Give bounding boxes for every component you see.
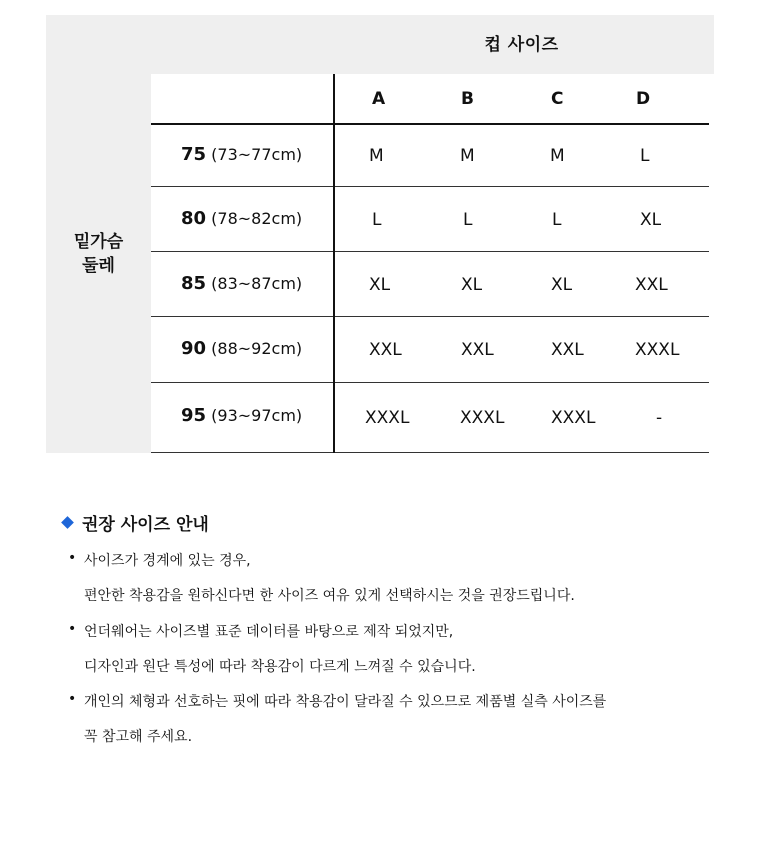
size-cell: XXXL [551, 408, 596, 428]
underbust-label-line2: 둘레 [82, 256, 115, 276]
size-cell: - [656, 408, 663, 428]
size-cell: XXXL [460, 408, 505, 428]
guide-line: 사이즈가 경계에 있는 경우, [84, 553, 251, 569]
guide-title: 권장 사이즈 안내 [82, 514, 209, 535]
row-divider [151, 316, 709, 317]
guide-line: 편안한 착용감을 원하신다면 한 사이즈 여유 있게 선택하시는 것을 권장드립니다. [84, 588, 575, 604]
guide-line: 디자인과 원단 특성에 따라 착용감이 다르게 느껴질 수 있습니다. [84, 659, 476, 675]
row-divider [151, 251, 709, 252]
band-value: 80 [181, 208, 207, 229]
bullet-icon: • [68, 691, 77, 707]
band-range: (73~77cm) [211, 145, 303, 164]
size-cell: L [552, 210, 562, 230]
guide-line: 개인의 체형과 선호하는 핏에 따라 착용감이 달라질 수 있으므로 제품별 실측 사이즈를 [84, 694, 607, 710]
header-divider [151, 123, 709, 125]
band-90-label [181, 338, 302, 359]
size-cell: XXL [369, 340, 402, 360]
band-75-label [181, 144, 302, 165]
band-range: (83~87cm) [211, 274, 303, 293]
size-cell: M [460, 146, 475, 166]
cup-header-b: B [461, 89, 474, 109]
size-cell: XL [551, 275, 573, 295]
band-value: 95 [181, 405, 207, 426]
size-cell: XXL [461, 340, 494, 360]
size-cell: XXXL [635, 340, 680, 360]
size-cell: L [640, 146, 650, 166]
diamond-icon [61, 516, 74, 529]
cup-header-d: D [636, 89, 651, 109]
band-95-label [181, 405, 302, 426]
row-divider [151, 382, 709, 383]
guide-line: 꼭 참고해 주세요. [84, 729, 193, 745]
cup-size-title: 컵 사이즈 [484, 35, 559, 55]
size-cell: XXL [635, 275, 668, 295]
cup-header-c: C [551, 89, 564, 109]
table-bottom-border [151, 452, 709, 453]
band-value: 85 [181, 273, 207, 294]
size-cell: XL [640, 210, 662, 230]
underbust-label [46, 230, 151, 278]
bullet-icon: • [68, 550, 77, 566]
band-range: (93~97cm) [211, 406, 303, 425]
band-85-label [181, 273, 302, 294]
cup-header-a: A [372, 89, 386, 109]
size-guide-section [60, 510, 740, 745]
guide-title-row [60, 510, 740, 534]
size-cell: XL [369, 275, 391, 295]
band-value: 75 [181, 144, 207, 165]
size-cell: XXXL [365, 408, 410, 428]
size-cell: L [463, 210, 473, 230]
band-value: 90 [181, 338, 207, 359]
size-cell: L [372, 210, 382, 230]
size-cell: XXL [551, 340, 584, 360]
band-range: (88~92cm) [211, 339, 303, 358]
underbust-label-line1: 밑가슴 [73, 232, 124, 252]
guide-line: 언더웨어는 사이즈별 표준 데이터를 바탕으로 제작 되었지만, [84, 624, 454, 640]
size-cell: XL [461, 275, 483, 295]
size-cell: M [550, 146, 565, 166]
size-cell: M [369, 146, 384, 166]
band-range: (78~82cm) [211, 209, 303, 228]
bullet-icon: • [68, 621, 77, 637]
row-divider [151, 186, 709, 187]
band-80-label [181, 208, 302, 229]
column-divider [333, 74, 335, 453]
